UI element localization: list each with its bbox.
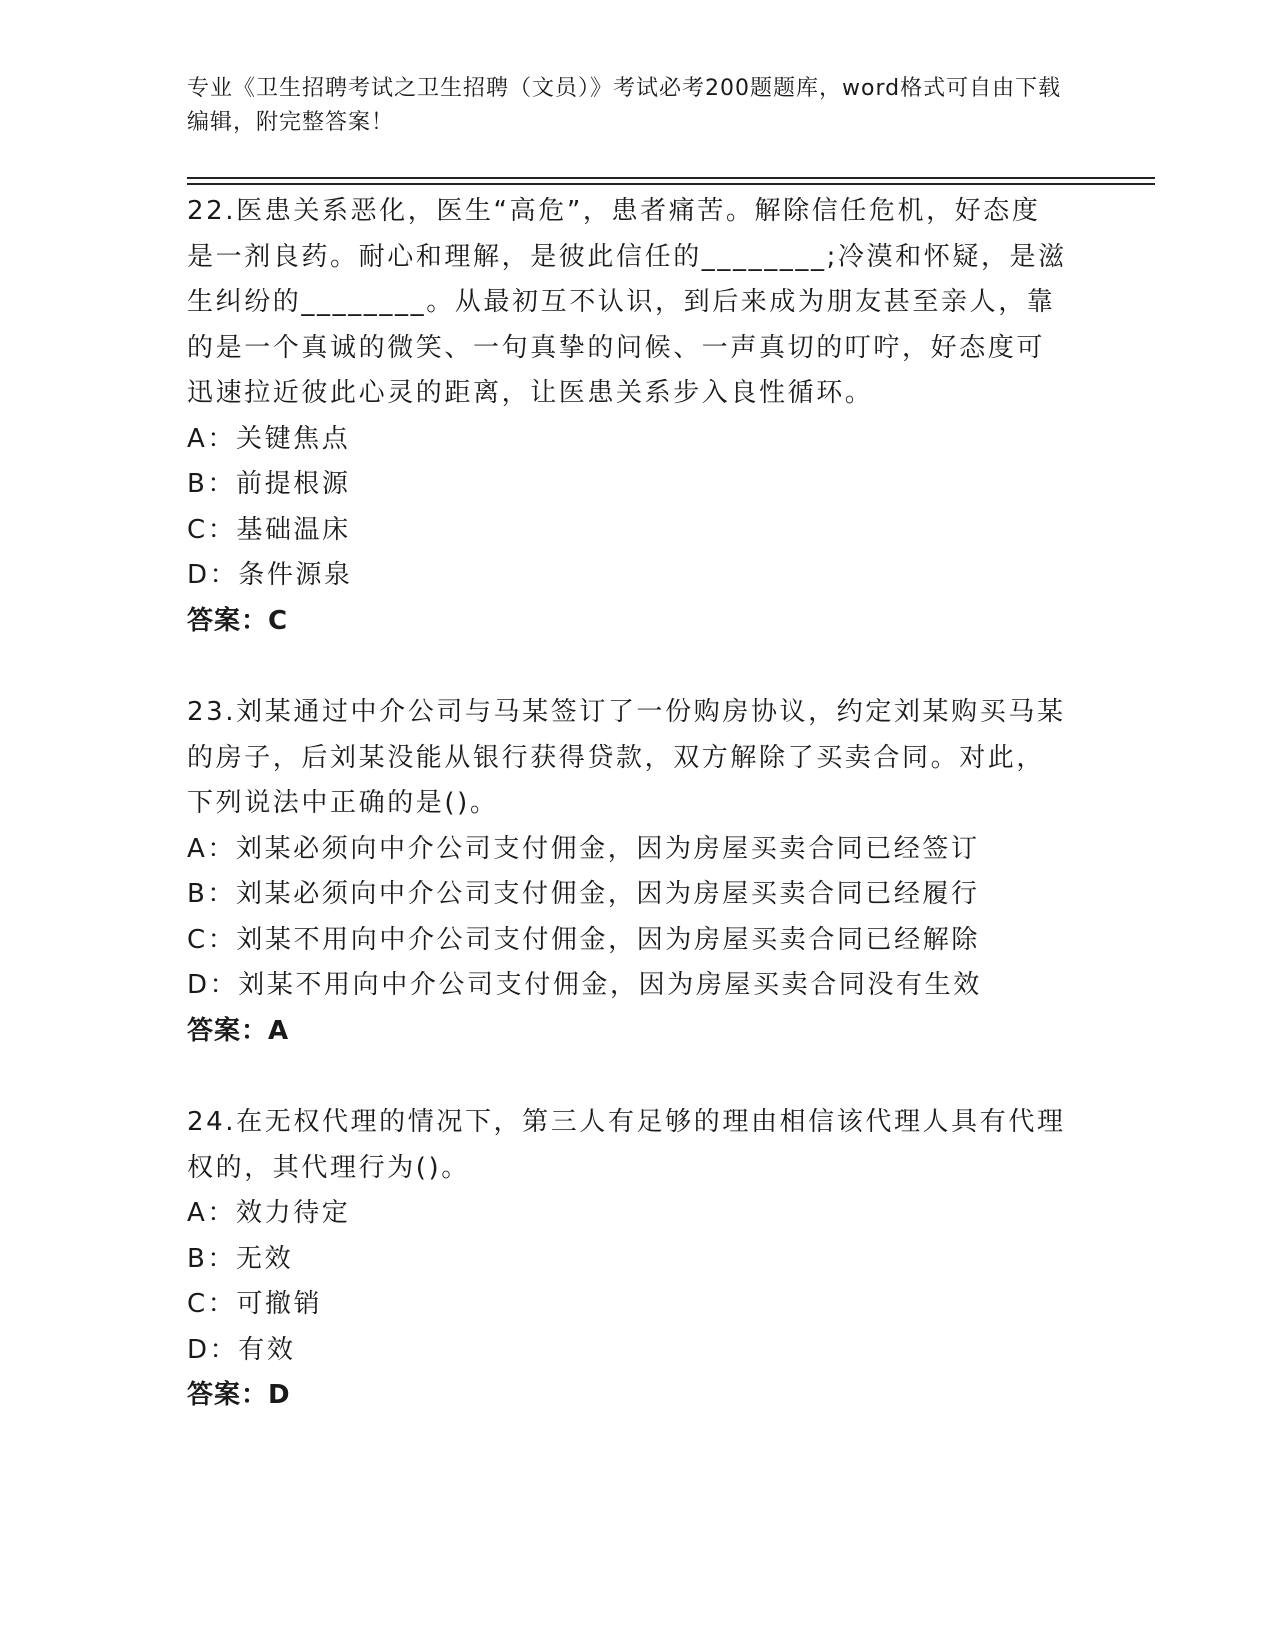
question-stem: 22.医患关系恶化，医生“高危”，患者痛苦。解除信任危机，好态度是一剂良药。耐心和理解，是彼此信任的________;冷漠和怀疑，是滋生纠纷的________。从最初互不认识，到后来成为朋友甚至亲人，靠的是一个真诚的微笑、一句真挚的问候、一声真切的叮咛，好态度可迅速拉近彼此心灵的距离，让医患关系步入良性循环。 (187, 196, 1067, 408)
option-d: D：刘某不用向中介公司支付佣金，因为房屋买卖合同没有生效 (187, 970, 982, 1000)
header-divider-bottom (187, 183, 1155, 185)
answer-line: 答案：D (187, 1380, 291, 1410)
option-d: D：有效 (187, 1334, 296, 1365)
answer-line: 答案：C (187, 605, 289, 636)
option-a: A：刘某必须向中介公司支付佣金，因为房屋买卖合同已经签订 (187, 833, 980, 864)
answer-line: 答案：A (187, 1015, 290, 1046)
option-c: C：基础温床 (187, 514, 351, 545)
option-c: C：刘某不用向中介公司支付佣金，因为房屋买卖合同已经解除 (187, 924, 980, 955)
question-stem: 24.在无权代理的情况下，第三人有足够的理由相信该代理人具有代理权的，其代理行为()。 (187, 1107, 1066, 1183)
question-24 (187, 1100, 1067, 1419)
option-c: C：可撤销 (187, 1289, 323, 1319)
question-stem: 23.刘某通过中介公司与马某签订了一份购房协议，约定刘某购买马某的房子，后刘某没能从银行获得贷款，双方解除了买卖合同。对此，下列说法中正确的是()。 (187, 697, 1066, 818)
document-header: 专业《卫生招聘考试之卫生招聘（文员）》考试必考200题题库，word格式可自由下载编辑，附完整答案！ (187, 76, 1062, 135)
option-b: B：刘某必须向中介公司支付佣金，因为房屋买卖合同已经履行 (187, 879, 980, 909)
option-b: B：前提根源 (187, 469, 351, 499)
option-a: A：关键焦点 (187, 423, 351, 454)
header-divider-top (187, 177, 1155, 179)
option-a: A：效力待定 (187, 1198, 351, 1228)
question-23 (187, 690, 1067, 1054)
question-22 (187, 189, 1067, 644)
option-b: B：无效 (187, 1243, 294, 1274)
option-d: D：条件源泉 (187, 560, 353, 590)
